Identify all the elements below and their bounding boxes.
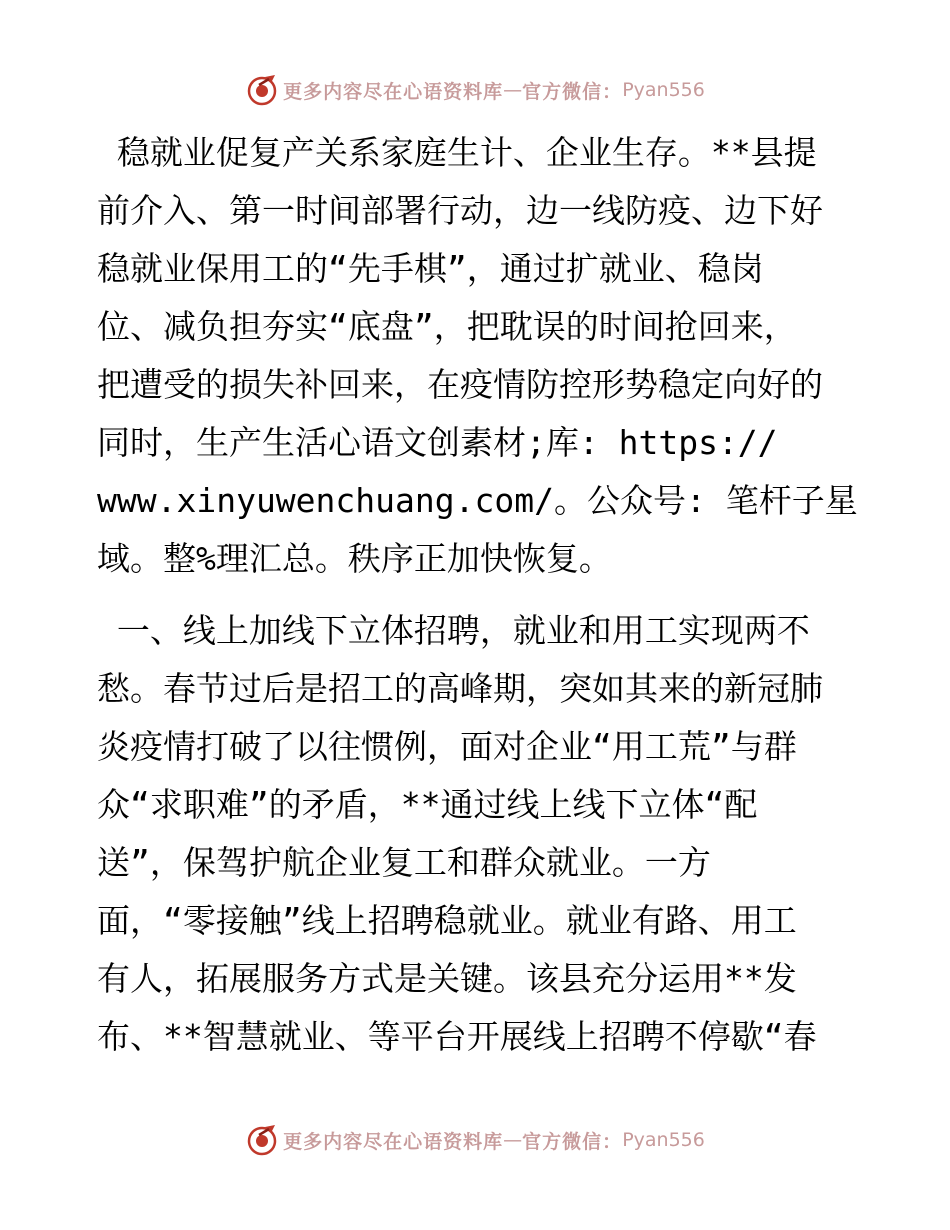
brand-text: 更多内容尽在心语资料库 bbox=[283, 80, 504, 103]
text-line: 布、**智慧就业、等平台开展线上招聘不停歇“春 bbox=[97, 1017, 817, 1056]
text-line: 愁。春节过后是招工的高峰期，突如其来的新冠肺 bbox=[97, 669, 823, 708]
paragraph-1 bbox=[97, 124, 857, 588]
wechat-label: 官方微信： bbox=[522, 1130, 623, 1153]
text-line: 面，“零接触”线上招聘稳就业。就业有路、用工 bbox=[97, 901, 797, 940]
brand-logo-icon bbox=[245, 1123, 279, 1157]
text-line: 炎疫情打破了以往惯例，面对企业“用工荒”与群 bbox=[97, 727, 797, 766]
footer-watermark bbox=[0, 1120, 950, 1160]
paragraph-2 bbox=[97, 602, 857, 1066]
wechat-id: Pyan556 bbox=[622, 1129, 705, 1151]
text-line: 一、线上加线下立体招聘，就业和用工实现两不 bbox=[97, 611, 810, 650]
header-watermark bbox=[0, 70, 950, 110]
text-line: 众“求职难”的矛盾，**通过线上线下立体“配 bbox=[97, 785, 758, 824]
text-line: 前介入、第一时间部署行动，边一线防疫、边下好 bbox=[97, 191, 823, 230]
brand-text: 更多内容尽在心语资料库 bbox=[283, 1130, 504, 1153]
text-line: 把遭受的损失补回来，在疫情防控形势稳定向好的 bbox=[97, 365, 823, 404]
wechat-label: 官方微信： bbox=[522, 80, 623, 103]
text-line: 送”，保驾护航企业复工和群众就业。一方 bbox=[97, 843, 711, 882]
wechat-id: Pyan556 bbox=[622, 79, 705, 101]
text-line: 稳就业保用工的“先手棋”，通过扩就业、稳岗 bbox=[97, 249, 764, 288]
text-line: 有人，拓展服务方式是关键。该县充分运用**发 bbox=[97, 959, 797, 998]
brand-separator: — bbox=[503, 79, 523, 101]
text-line: 同时，生产生活心语文创素材;库: https:// bbox=[97, 423, 778, 462]
brand-logo-icon bbox=[245, 73, 279, 107]
brand-separator: — bbox=[503, 1129, 523, 1151]
text-line: 位、减负担夯实“底盘”，把耽误的时间抢回来， bbox=[97, 307, 797, 346]
text-line: www.xinyuwenchuang.com/。公众号: 笔杆子星 bbox=[97, 481, 858, 520]
document-body bbox=[97, 124, 857, 1066]
text-line: 稳就业促复产关系家庭生计、企业生存。**县提 bbox=[97, 133, 817, 172]
text-line: 域。整%理汇总。秩序正加快恢复。 bbox=[97, 539, 612, 578]
